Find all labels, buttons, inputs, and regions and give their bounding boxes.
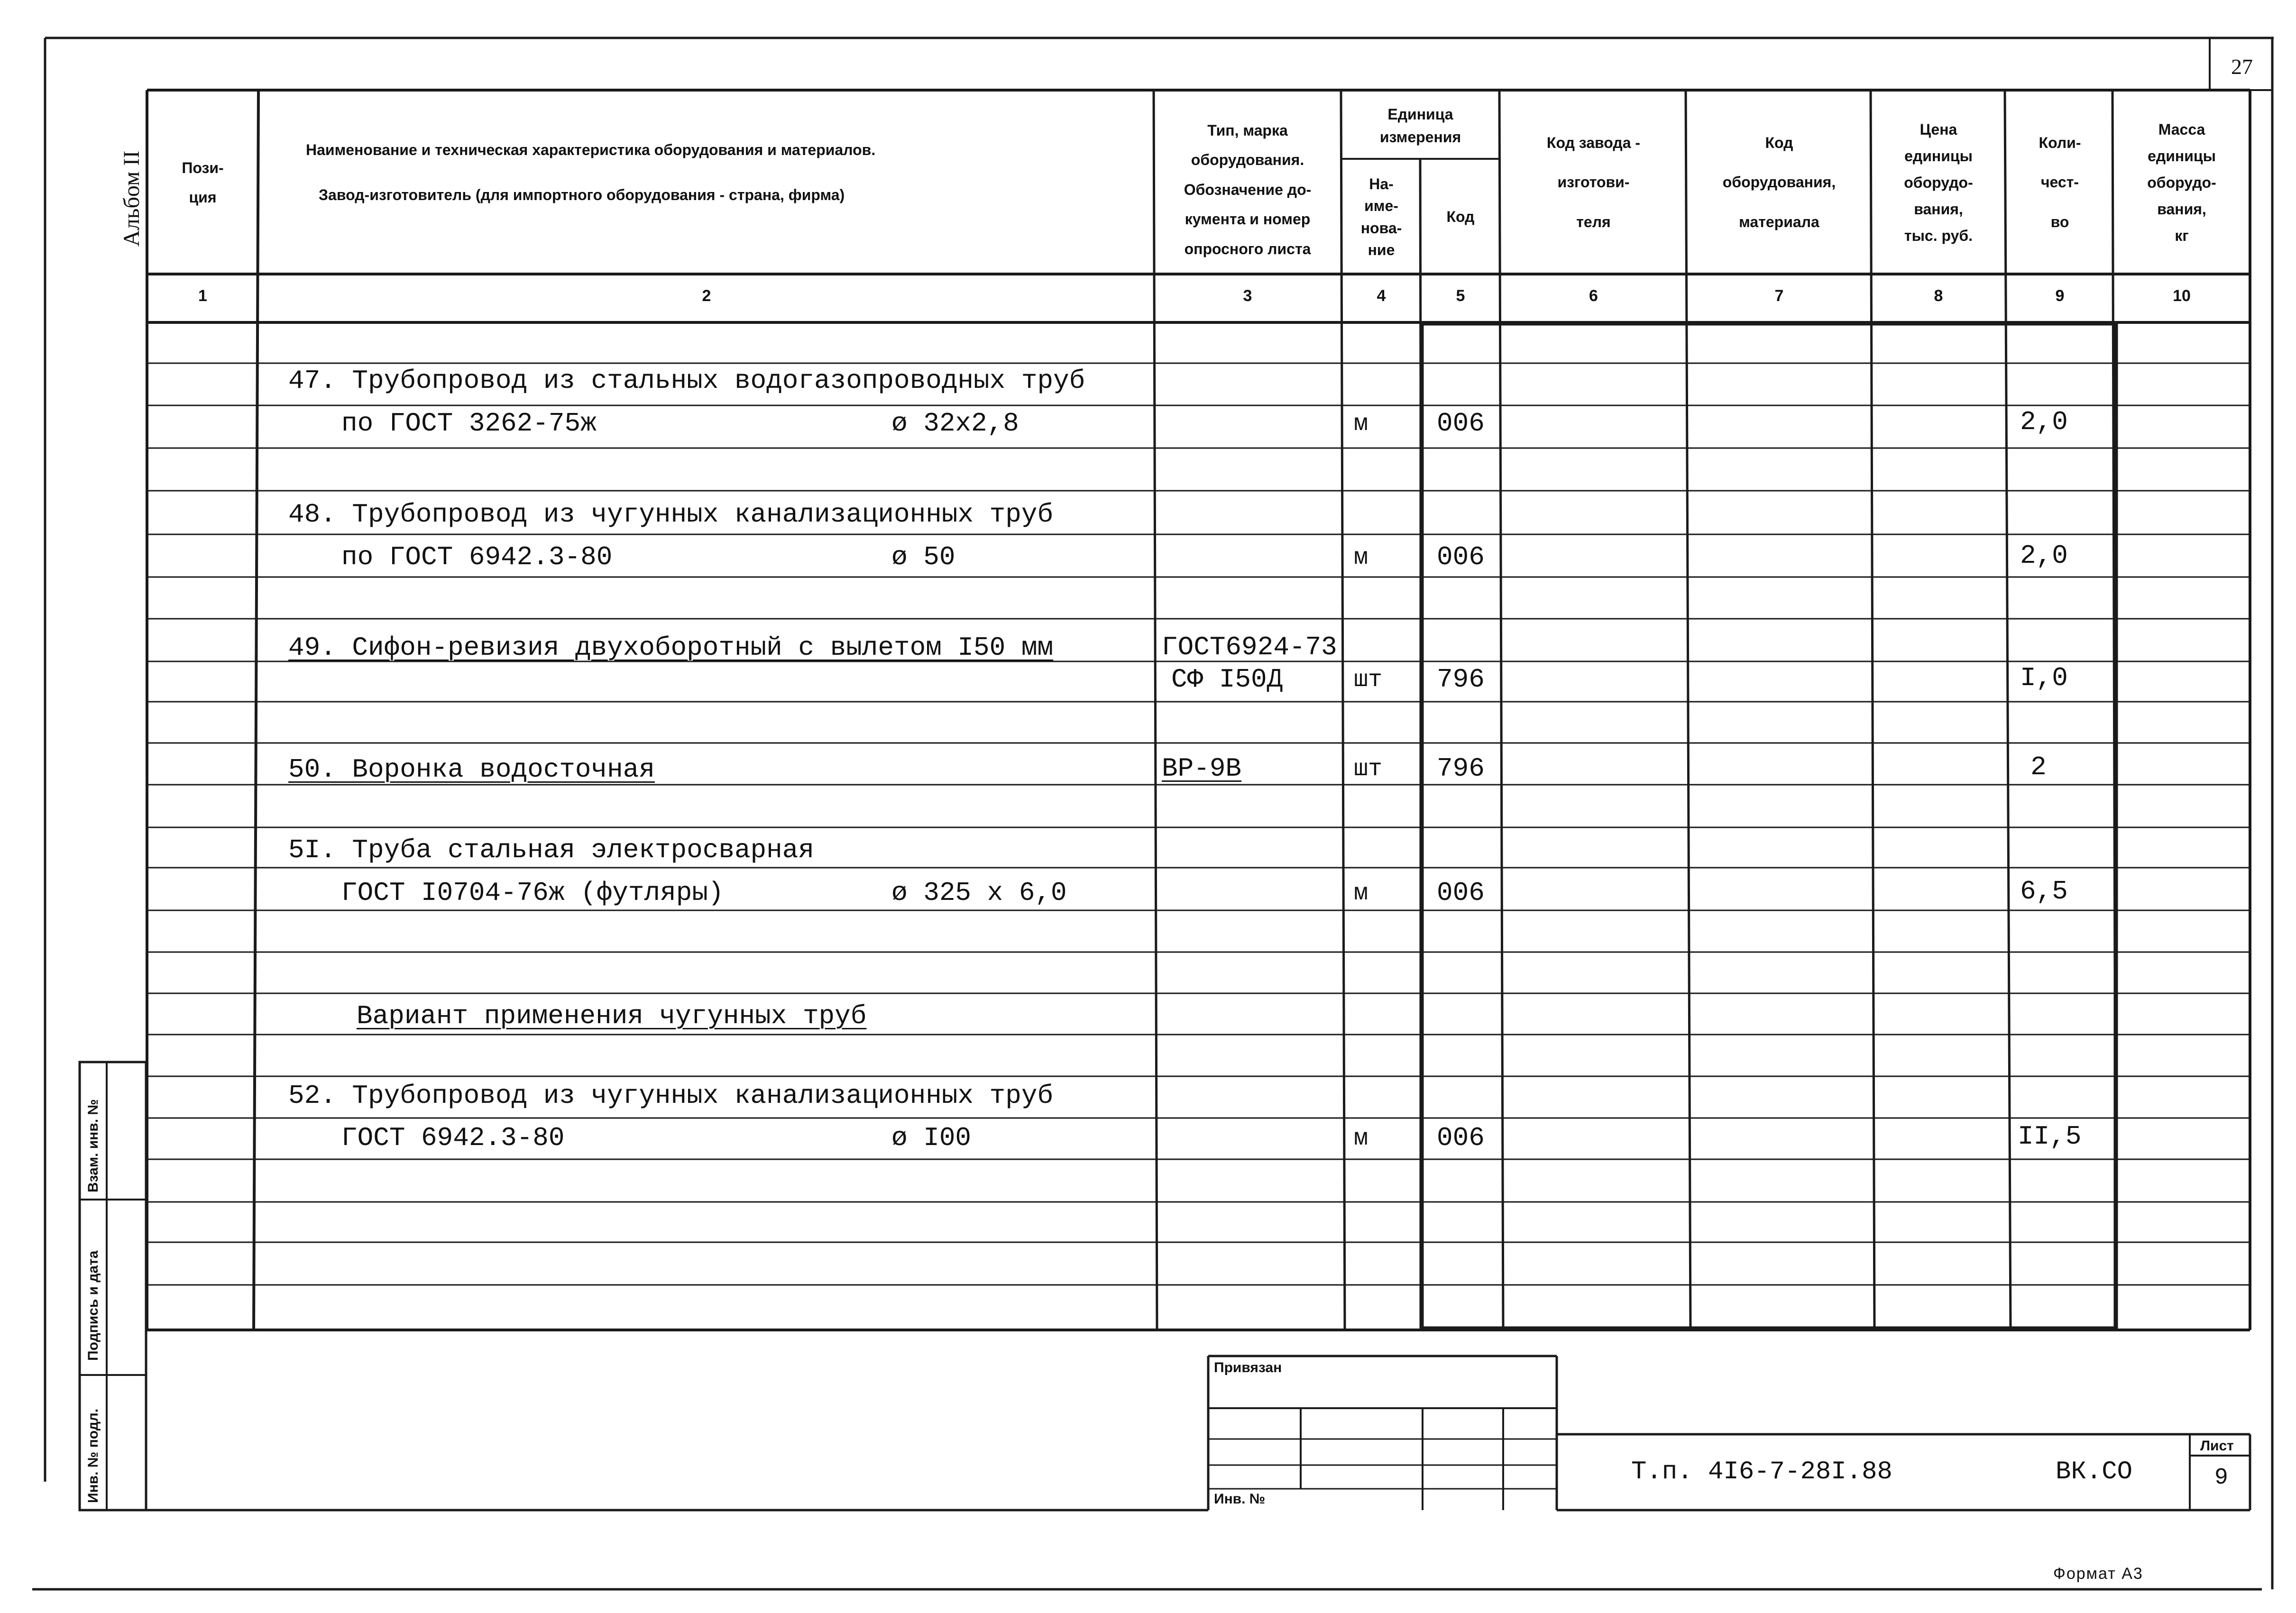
col-number: 1: [198, 287, 207, 305]
col-number: 8: [1934, 287, 1943, 305]
sheet-label: Лист: [2200, 1438, 2234, 1454]
item-47-name: 47. Трубопровод из стальных водогазопроводных труб: [288, 366, 1085, 396]
item-47-unit: м: [1354, 411, 1368, 438]
item-52-standard: ГОСТ 6942.3-80: [341, 1123, 565, 1153]
item-47-standard: по ГОСТ 3262-75ж: [341, 408, 597, 439]
page-number: 27: [2231, 55, 2253, 79]
inv-number-label: Инв. №: [1214, 1491, 1266, 1507]
header-equipment-code: Код оборудования, материала: [1722, 134, 1836, 230]
header-factory-code: Код завода - изготови- теля: [1546, 134, 1641, 230]
item-50-type: ВР-9В: [1162, 753, 1242, 784]
col-number: 9: [2055, 287, 2065, 305]
item-49-unit: шт: [1354, 667, 1383, 694]
item-48-unit: м: [1354, 544, 1368, 571]
item-51-size: ø 325 х 6,0: [891, 878, 1067, 908]
item-48-qty: 2,0: [2020, 541, 2068, 571]
header-quantity: Коли- чест- во: [2039, 134, 2081, 230]
header-name-line1: Наименование и техническая характеристика оборудования и материалов.: [306, 141, 876, 158]
document-code: Т.п. 4I6-7-28I.88: [1631, 1457, 1892, 1486]
item-50-qty: 2: [2030, 752, 2047, 782]
item-48-size: ø 50: [891, 542, 955, 572]
item-52-unit: м: [1354, 1125, 1368, 1152]
item-49-code: 796: [1437, 664, 1485, 695]
col-number: 5: [1456, 287, 1465, 305]
privyazan-label: Привязан: [1214, 1360, 1282, 1375]
item-52-qty: II,5: [2018, 1121, 2082, 1152]
item-51-unit: м: [1354, 880, 1368, 907]
item-50-name: 50. Воронка водосточная: [288, 754, 655, 785]
item-52-size: ø I00: [891, 1123, 972, 1153]
header-name-line2: Завод-изготовитель (для импортного оборудования - страна, фирма): [319, 186, 845, 203]
col-number: 2: [702, 287, 711, 305]
item-50-unit: шт: [1354, 756, 1383, 783]
item-51-standard: ГОСТ I0704-76ж (футляры): [341, 878, 724, 908]
header-price: Цена единицы оборудо- вания, тыс. руб.: [1904, 121, 1973, 244]
col-number: 4: [1377, 287, 1386, 305]
side-inv-podl: Инв. № подл.: [85, 1408, 101, 1503]
header-position: Пози- ция: [182, 159, 224, 206]
item-49-qty: I,0: [2020, 663, 2068, 693]
item-52-code: 006: [1437, 1123, 1485, 1153]
item-49-mark: СФ I50Д: [1171, 664, 1283, 695]
item-48-standard: по ГОСТ 6942.3-80: [341, 542, 613, 572]
item-51-qty: 6,5: [2020, 876, 2068, 907]
header-type: Тип, марка оборудования. Обозначение до- кумента и номер опросного листа: [1184, 122, 1312, 257]
header-unit-group: Единица измерения: [1379, 106, 1461, 146]
item-52-name: 52. Трубопровод из чугунных канализационных труб: [288, 1081, 1054, 1111]
item-50-code: 796: [1437, 753, 1485, 784]
header-mass: Масса единицы оборудо- вания, кг: [2147, 121, 2216, 244]
col-number: 3: [1243, 287, 1252, 305]
item-47-code: 006: [1437, 408, 1485, 439]
document-mark: ВК.СО: [2056, 1457, 2133, 1486]
item-48-name: 48. Трубопровод из чугунных канализационных труб: [288, 499, 1054, 530]
header-unit-code: Код: [1446, 208, 1475, 226]
sheet-number: 9: [2214, 1465, 2228, 1491]
item-51-code: 006: [1437, 878, 1485, 908]
item-49-type: ГОСТ6924-73: [1162, 632, 1337, 662]
item-47-size: ø 32х2,8: [891, 408, 1019, 439]
side-vzam-inv: Взам. инв. №: [85, 1099, 101, 1192]
format-label: Формат А3: [2053, 1565, 2143, 1583]
item-49-name: 49. Сифон-ревизия двухоборотный с вылетом I50 мм: [288, 632, 1054, 663]
variant-heading: Вариант применения чугунных труб: [357, 1001, 867, 1031]
side-signature-date: Подпись и дата: [85, 1250, 101, 1361]
header-unit-name: На- име- нова- ние: [1360, 175, 1402, 258]
col-number: 7: [1774, 287, 1784, 305]
col-number: 10: [2173, 287, 2191, 305]
item-48-code: 006: [1437, 542, 1485, 572]
item-51-name: 5I. Труба стальная электросварная: [288, 835, 814, 865]
col-number: 6: [1589, 287, 1598, 305]
item-47-qty: 2,0: [2020, 407, 2068, 437]
album-label: Альбом II: [119, 150, 144, 247]
